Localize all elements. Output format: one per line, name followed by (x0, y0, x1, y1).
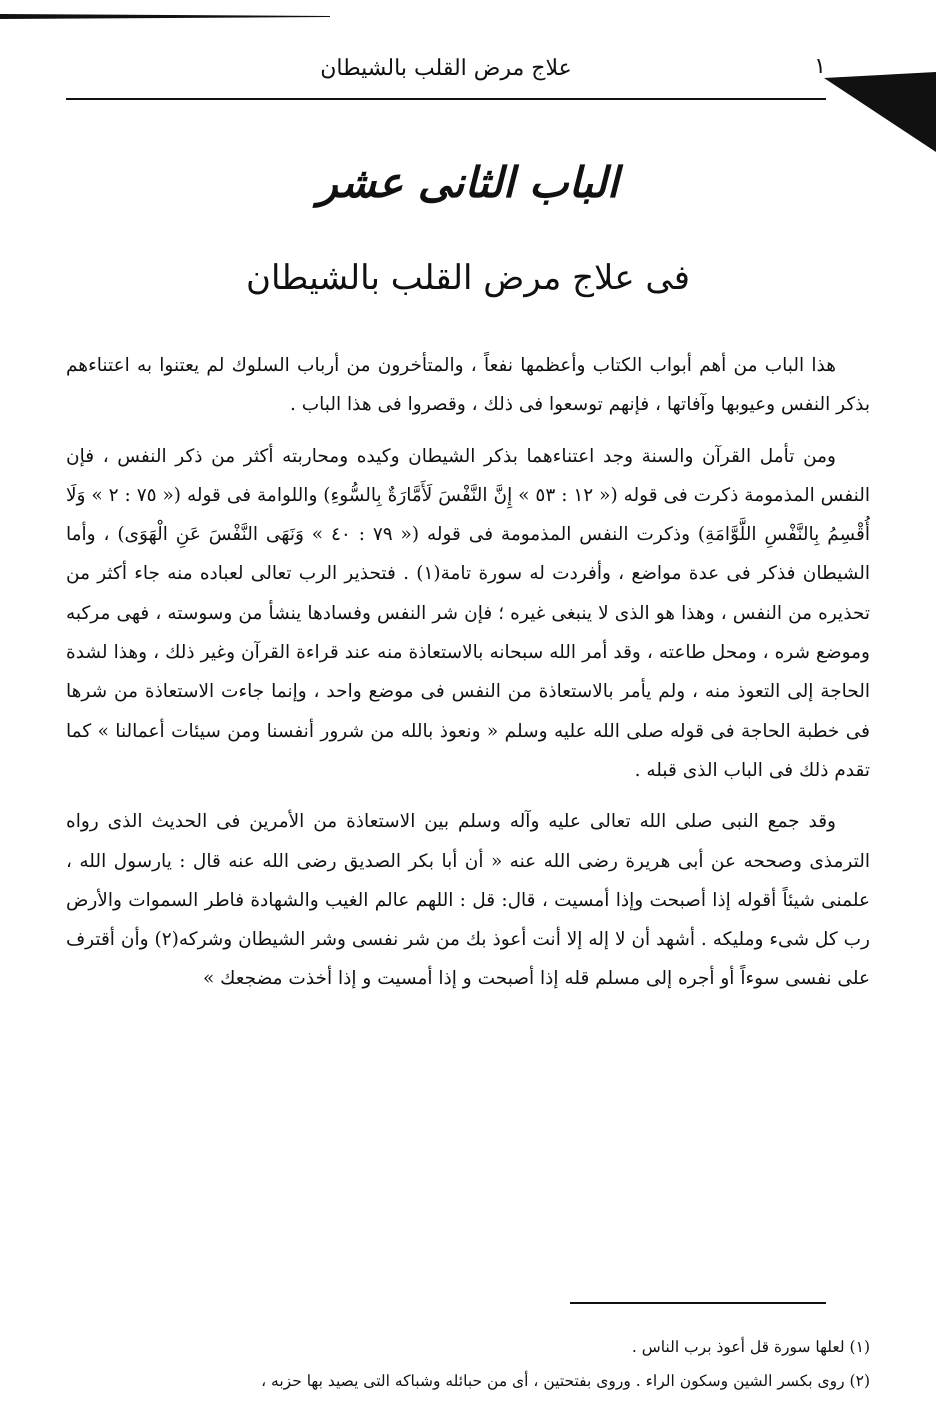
page-number: ١ (814, 54, 826, 79)
scan-edge-line (0, 14, 330, 19)
running-header (66, 52, 826, 100)
chapter-heading: الباب الثانى عشر (317, 158, 619, 207)
footnote-rule (570, 1302, 826, 1304)
paragraph-2: ومن تأمل القرآن والسنة وجد اعتناءهما بذكر الشيطان وكيده ومحاربته أكثر من ذكر النفس ، فإن النفس المذمومة ذكرت فى قوله (« ١٢ : ٥٣ » إِنَّ النَّفْسَ لَأَمَّارَةٌ بِالسُّوءِ) واللوامة فى قوله (« ٧٥ : ٢ » وَلَا أُقْسِمُ بِالنَّفْسِ اللَّوَّامَةِ) وذكرت النفس المذمومة فى قوله (« ٧٩ : ٤٠ » وَنَهَى النَّفْسَ عَنِ الْهَوَى) ، وأما الشيطان فذكر فى عدة مواضع ، وأفردت له سورة تامة(١) . فتحذير الرب تعالى لعباده منه جاء أكثر من تحذيره من النفس ، وهذا هو الذى لا ينبغى غيره ؛ فإن شر النفس وفسادها ينشأ من وسوسته ، فهى مركبه وموضع شره ، ومحل طاعته ، وقد أمر الله سبحانه بالاستعاذة منه عند قراءة القرآن وغير ذلك ، وهذا لشدة الحاجة إلى التعوذ منه ، ولم يأمر بالاستعاذة من النفس فى موضع واحد ، وإنما جاءت الاستعاذة من شرها فى خطبة الحاجة فى قوله صلى الله عليه وسلم « ونعوذ بالله من شرور أنفسنا ومن سيئات أعمالنا » كما تقدم ذلك فى الباب الذى قبله . (66, 445, 870, 781)
scan-edge-shadow (824, 72, 936, 152)
paragraph-3: وقد جمع النبى صلى الله تعالى عليه وآله وسلم بين الاستعاذة من الأمرين فى الحديث الذى رواه الترمذى وصححه عن أبى هريرة رضى الله عنه « أن أبا بكر الصديق رضى الله عنه قال : يارسول الله ، علمنى شيئاً أقوله إذا أصبحت وإذا أمسيت ، قال: قل : اللهم عالم الغيب والشهادة فاطر السموات والأرض رب كل شىء ومليكه . أشهد أن لا إله إلا أنت أعوذ بك من شر نفسى وشر الشيطان وشركه(٢) وأن أقترف على نفسى سوءاً أو أجره إلى مسلم قله إذا أصبحت و إذا أمسيت و إذا أخذت مضجعك » (66, 811, 870, 990)
footnote-1: (١) لعلها سورة قل أعوذ برب الناس . (631, 1338, 870, 1356)
body-text (66, 346, 870, 1011)
running-title: علاج مرض القلب بالشيطان (320, 56, 572, 81)
paragraph-1: هذا الباب من أهم أبواب الكتاب وأعظمها نفعاً ، والمتأخرون من أرباب السلوك لم يعتنوا به اعتناءهم بذكر النفس وعيوبها وآفاتها ، فإنهم توسعوا فى ذلك ، وقصروا فى هذا الباب . (66, 355, 870, 416)
footnotes (66, 1330, 870, 1398)
chapter-title: فى علاج مرض القلب بالشيطان (245, 258, 691, 298)
footnote-2: (٢) روى بكسر الشين وسكون الراء . وروى بفتحتين ، أى من حبائله وشباكه التى يصيد بها حزبه ، (261, 1372, 870, 1390)
